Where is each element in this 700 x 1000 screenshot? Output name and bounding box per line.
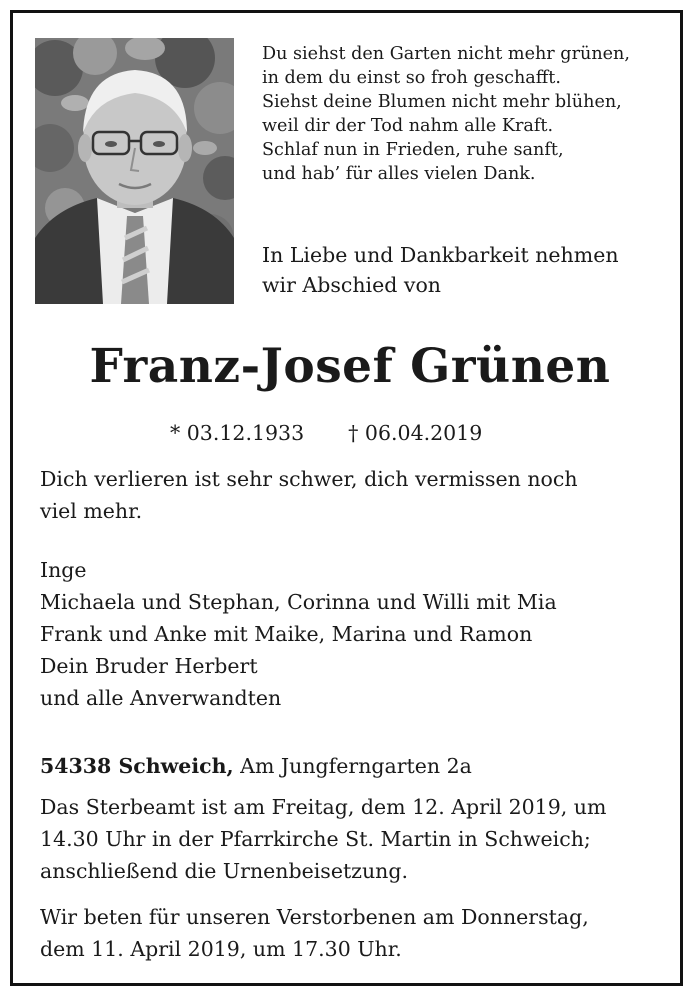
mourner-line: Inge xyxy=(40,558,87,582)
intro-line: wir Abschied von xyxy=(262,273,442,297)
poem-line: weil dir der Tod nahm alle Kraft. xyxy=(262,116,554,136)
farewell-line: Dich verlieren ist sehr schwer, dich vermissen noch xyxy=(40,467,578,491)
prayer-info xyxy=(40,901,665,965)
poem-line: Schlaf nun in Frieden, ruhe sanft, xyxy=(262,140,564,160)
prayer-line: Wir beten für unseren Verstorbenen am Donnerstag, xyxy=(40,905,589,929)
poem-line: in dem du einst so froh geschafft. xyxy=(262,68,561,88)
prayer-line: dem 11. April 2019, um 17.30 Uhr. xyxy=(40,937,402,961)
poem-line: Siehst deine Blumen nicht mehr blühen, xyxy=(262,92,622,112)
mourner-line: Michaela und Stephan, Corinna und Willi mit Mia xyxy=(40,590,557,614)
intro-line: In Liebe und Dankbarkeit nehmen xyxy=(262,243,619,267)
farewell-message xyxy=(40,463,665,527)
birth-date: * 03.12.1933 xyxy=(170,421,305,445)
service-info xyxy=(40,791,665,887)
poem xyxy=(262,42,630,186)
farewell-intro xyxy=(262,240,619,300)
service-line: 14.30 Uhr in der Pfarrkirche St. Martin in Schweich; xyxy=(40,827,591,851)
service-line: Das Sterbeamt ist am Freitag, dem 12. April 2019, um xyxy=(40,795,607,819)
portrait-photo xyxy=(35,38,234,304)
mourner-line: und alle Anverwandten xyxy=(40,686,282,710)
farewell-line: viel mehr. xyxy=(40,499,143,523)
poem-line: Du siehst den Garten nicht mehr grünen, xyxy=(262,44,630,64)
poem-line: und hab’ für alles vielen Dank. xyxy=(262,164,536,184)
service-line: anschließend die Urnenbeisetzung. xyxy=(40,859,409,883)
address-city: 54338 Schweich, xyxy=(40,754,234,778)
address xyxy=(40,750,665,782)
deceased-name: Franz-Josef Grünen xyxy=(89,339,611,394)
mourner-line: Dein Bruder Herbert xyxy=(40,654,258,678)
life-dates xyxy=(170,418,482,448)
death-date: † 06.04.2019 xyxy=(348,421,483,445)
mourners-list xyxy=(40,554,665,714)
mourner-line: Frank und Anke mit Maike, Marina und Ramon xyxy=(40,622,533,646)
address-street: Am Jungferngarten 2a xyxy=(233,754,472,778)
